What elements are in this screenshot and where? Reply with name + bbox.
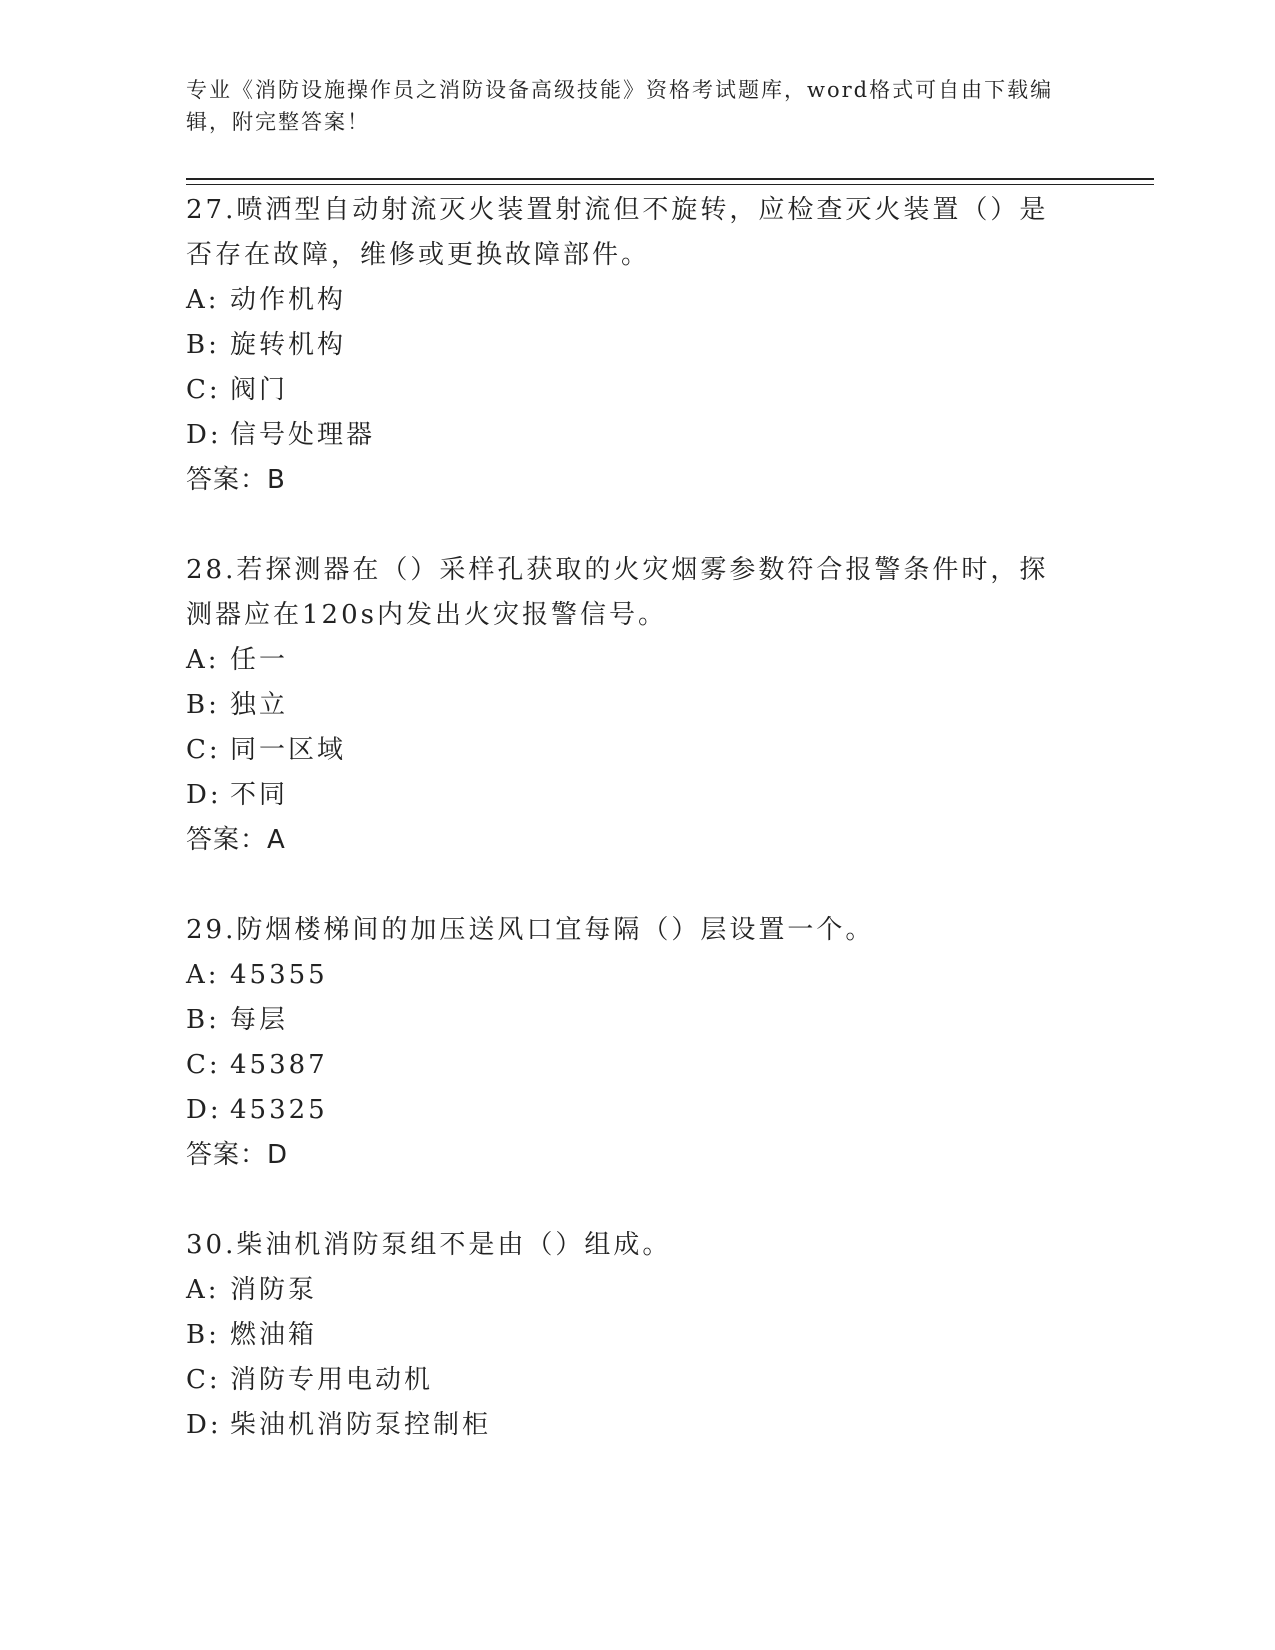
answer-line: 答案：D (186, 1140, 289, 1170)
option-text: 独立 (230, 690, 289, 720)
option-text: 旋转机构 (230, 330, 347, 360)
answer-line: 答案：B (186, 465, 286, 495)
option-letter: C: (186, 735, 221, 765)
option-letter: B: (186, 1005, 220, 1035)
option-letter: A: (186, 1275, 220, 1305)
question-list (186, 188, 1086, 1493)
option-text: 不同 (230, 780, 289, 810)
option-a (186, 953, 1086, 998)
question-29 (186, 908, 1086, 1178)
option-text: 45387 (230, 1050, 328, 1080)
option-text: 45325 (230, 1095, 328, 1125)
option-text: 任一 (230, 645, 289, 675)
header-divider-thick (186, 178, 1154, 180)
answer-line: 答案：A (186, 825, 286, 855)
option-letter: D: (186, 1095, 222, 1125)
option-letter: C: (186, 1365, 221, 1395)
option-letter: D: (186, 1410, 222, 1440)
option-text: 每层 (230, 1005, 289, 1035)
option-letter: D: (186, 780, 222, 810)
option-letter: A: (186, 960, 220, 990)
option-d (186, 1088, 1086, 1133)
option-b (186, 683, 1086, 728)
option-d (186, 773, 1086, 818)
question-stem: 30.柴油机消防泵组不是由（）组成。 (186, 1230, 672, 1260)
option-letter: B: (186, 1320, 220, 1350)
option-text: 柴油机消防泵控制柜 (230, 1410, 492, 1440)
question-27 (186, 188, 1086, 503)
question-stem: 29.防烟楼梯间的加压送风口宜每隔（）层设置一个。 (186, 915, 875, 945)
option-c (186, 368, 1086, 413)
option-b (186, 323, 1086, 368)
option-a (186, 638, 1086, 683)
option-d (186, 1403, 1086, 1448)
option-letter: A: (186, 285, 220, 315)
option-b (186, 1313, 1086, 1358)
question-28 (186, 548, 1086, 863)
option-letter: A: (186, 645, 220, 675)
option-text: 消防专用电动机 (230, 1365, 434, 1395)
option-letter: C: (186, 375, 221, 405)
option-text: 消防泵 (230, 1275, 318, 1305)
option-letter: B: (186, 690, 220, 720)
option-text: 同一区域 (230, 735, 347, 765)
option-text: 阀门 (230, 375, 289, 405)
header-divider-thin (186, 184, 1154, 185)
option-c (186, 1358, 1086, 1403)
option-d (186, 413, 1086, 458)
option-text: 燃油箱 (230, 1320, 318, 1350)
document-header: 专业《消防设施操作员之消防设备高级技能》资格考试题库，word格式可自由下载编辑，附完整答案！ (186, 78, 1054, 134)
option-c (186, 728, 1086, 773)
option-a (186, 278, 1086, 323)
option-c (186, 1043, 1086, 1088)
option-text: 45355 (230, 960, 328, 990)
question-stem: 28.若探测器在（）采样孔获取的火灾烟雾参数符合报警条件时，探测器应在120s内发出火灾报警信号。 (186, 555, 1049, 630)
question-stem: 27.喷洒型自动射流灭火装置射流但不旋转，应检查灭火装置（）是否存在故障，维修或更换故障部件。 (186, 195, 1049, 270)
option-text: 信号处理器 (230, 420, 376, 450)
question-30 (186, 1223, 1086, 1448)
option-letter: C: (186, 1050, 221, 1080)
option-b (186, 998, 1086, 1043)
option-a (186, 1268, 1086, 1313)
option-letter: B: (186, 330, 220, 360)
option-letter: D: (186, 420, 222, 450)
option-text: 动作机构 (230, 285, 347, 315)
